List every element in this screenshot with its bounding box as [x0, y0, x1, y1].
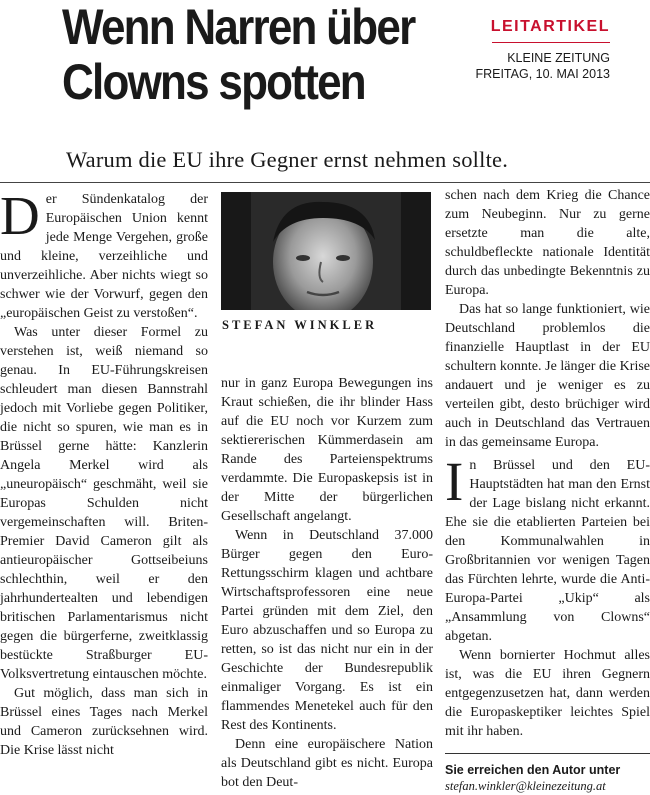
paragraph: Wenn bornierter Hochmut alles ist, was die EU ihren Gegnern entgegenzusetzen hat, dann werden die Europaskeptiker leichtes Spiel mit ihr haben.: [445, 648, 650, 739]
author-contact: [445, 762, 650, 794]
headline: [62, 0, 414, 110]
subheadline: Warum die EU ihre Gegner ernst nehmen sollte.: [66, 147, 509, 172]
headline-line-2: Clowns spotten: [62, 54, 365, 110]
column-1: [0, 185, 208, 760]
paragraph: Wenn in Deutschland 37.000 Bürger gegen den Euro-Rettungsschirm klagen und achtbare Wirtschaftsprofessoren eine neue Partei gründen mit dem Ziel, den Euro abzuschaffen und so Europa zu retten, so ist das nicht nur ein in der Geschichte der Bundesrepublik einmaliger Vorgang. Es ist ein flammendes Menetekel auch für den Rest des Kontinents.: [221, 528, 433, 733]
paragraph: nur in ganz Europa Bewegungen ins Kraut schießen, die ihr blinder Hass auf die EU noch vor Kurzem zum sektiererischen Kümmerdasein am Rande des Parteienspektrums verdammte. Die Europaskepsis ist in der Mitte der bürgerlichen Gesellschaft angelangt.: [221, 376, 433, 524]
publication-date: FREITAG, 10. MAI 2013: [475, 67, 610, 81]
paragraph: Was unter dieser Formel zu verstehen ist, weiß niemand so genau. In EU-Führungskreisen schleudert man diesen Bannstrahl jedoch mit Vorliebe gegen Politiker, die nicht so spuren, wie man es in Brüssel gerne hätte: Kanzlerin Angela Merkel wird als „uneuropäisch“ geschmäht, weil sie Europas Schulden nicht vergemeinschaften will. Briten-Premier David Cameron gilt als antieuropäischer Gottseibeiuns schlechthin, weil er den jahrhundertealten und lebendigen britischen Parlamentarismus nicht gegen die bürgerferne, zweitklassig bestückte Straßburger EU-Volksvertretung eintauschen möchte.: [0, 325, 208, 682]
drop-cap: I: [445, 451, 464, 512]
paragraph: Das hat so lange funktioniert, wie Deutschland problemlos die finanzielle Hauptlast in der EU schultern konnte. Je länger die Krise andauert und je weniger es zu verteilen gibt, desto brüchiger wird auch in Deutschland das Vertrauen in das gemeinsame Europa.: [445, 302, 650, 450]
author-portrait-icon: [221, 192, 431, 310]
publication-info: [475, 50, 610, 82]
section-kicker: LEITARTIKEL: [490, 18, 610, 35]
header-divider: [0, 182, 650, 183]
paragraph: Der Sündenkatalog der Europäischen Union kennt jede Menge Vergehen, große und kleine, verzeihliche und unverzeihliche. Aber nichts wiegt so schwer wie der Vorwurf, gegen den „europäischen Geist zu verstoßen“.: [0, 185, 208, 321]
contact-title: Sie erreichen den Autor unter: [445, 763, 621, 777]
paragraph: Gut möglich, dass man sich in Brüssel eines Tages nach Merkel und Cameron zurücksehnen wird. Die Krise lässt nicht: [0, 686, 208, 758]
headline-line-1: Wenn Narren über: [62, 0, 415, 55]
author-photo: [221, 192, 431, 310]
drop-cap: D: [0, 185, 40, 246]
kicker-divider: [492, 42, 610, 43]
paragraph: Denn eine europäischere Nation als Deutschland gibt es nicht. Europa bot den Deut-: [221, 737, 433, 790]
paragraph: schen nach dem Krieg die Chance zum Neubeginn. Nur zu gerne ersetzte man die alte, schuldbefleckte nationale Identität durch das unbedingte Bekenntnis zu Europa.: [445, 188, 650, 298]
column-3: [445, 186, 650, 741]
contact-divider: [445, 753, 650, 754]
contact-email[interactable]: stefan.winkler@kleinezeitung.at: [445, 779, 606, 793]
column-2: [221, 374, 433, 792]
publication-name: KLEINE ZEITUNG: [507, 51, 610, 65]
author-byline: STEFAN WINKLER: [222, 318, 378, 332]
paragraph: In Brüssel und den EU-Hauptstädten hat man den Ernst der Lage bislang nicht erkannt. Ehe sie die etablierten Parteien bei den Kommunalwahlen in Großbritannien vor wenigen Tagen das Fürchten lehrte, wurde die Anti-Europa-Partei „Ukip“ als „Ansammlung von Clowns“ abgetan.: [445, 451, 650, 644]
